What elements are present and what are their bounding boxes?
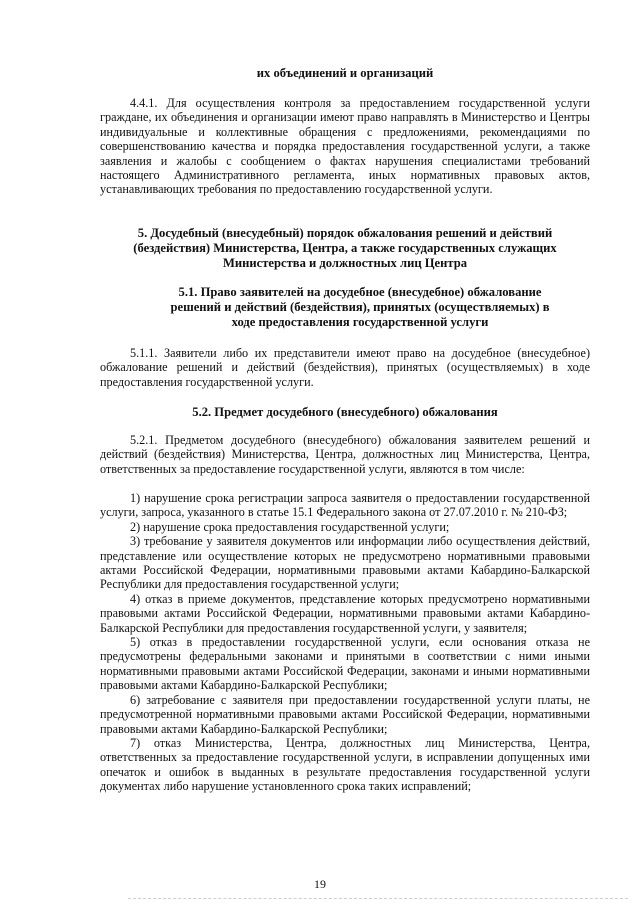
section-5-title: 5. Досудебный (внесудебный) порядок обжалования решений и действий (бездействия) Министерства, Центра, а также государственных служащих Министерства и должностных лиц Центра — [133, 226, 557, 270]
list-item-5: 5) отказ в предоставлении государственной услуги, если основания отказа не предусмотрены федеральными законами и принятыми в соответствии с ними иными нормативными правовыми актами Российской Федерации, законами и иными нормативными правовыми актами Кабардино-Балкарской Республики; — [100, 635, 590, 693]
section-5-heading-block — [100, 226, 590, 271]
list-item-7: 7) отказ Министерства, Центра, должностных лиц Министерства, Центра, ответственных за предоставление государственной услуги, в исправлении допущенных ими опечаток и ошибок в выданных в результате предоставления государственной услуги документах либо нарушение установленного срока таких исправлений; — [100, 735, 590, 794]
paragraph-5-1-1-block — [100, 346, 590, 389]
list-item-4: 4) отказ в приеме документов, представление которых предусмотрено нормативными правовыми актами Российской Федерации, нормативными правовыми актами Кабардино-Балкарской Республики для предоставления государственной услуги, у заявителя; — [100, 591, 590, 635]
paragraph-4-4-1: 4.4.1. Для осуществления контроля за предоставлением государственной услуги граждане, их объединения и организации имеют право направлять в Министерство и Центры индивидуальные и коллективные обращения с предложениями, рекомендациями по совершенствованию качества и порядка предоставления государственной услуги, а также заявления и жалобы с сообщением о фактах нарушения специалистами требований настоящего Административного регламента, иных нормативных правовых актов, устанавливающих требования по предоставлению государственной услуги. — [100, 96, 590, 197]
section-5-2-title: 5.2. Предмет досудебного (внесудебного) обжалования — [192, 405, 498, 419]
section-5-1-heading-block — [160, 285, 560, 330]
list-item-6: 6) затребование с заявителя при предоставлении государственной услуги платы, не предусмотренной нормативными правовыми актами Российской Федерации, нормативными правовыми актами Кабардино-Балкарской Республики; — [100, 692, 590, 736]
list-item-2: 2) нарушение срока предоставления государственной услуги; — [130, 519, 450, 534]
list-item-1: 1) нарушение срока регистрации запроса заявителя о предоставлении государственной услуги, запроса, указанного в статье 15.1 Федерального закона от 27.07.2010 г. № 210-ФЗ; — [100, 491, 590, 520]
list-items — [100, 491, 590, 794]
section-header-fragment — [100, 66, 590, 81]
page-number: 19 — [314, 877, 326, 891]
list-item-3: 3) требование у заявителя документов или информации либо осуществления действий, представление или осуществление которых не предусмотрено нормативными правовыми актами Российской Федерации, нормативными правовыми актами Кабардино-Балкарской Республики для предоставления государственной услуги; — [100, 534, 590, 592]
paragraph-5-2-1: 5.2.1. Предметом досудебного (внесудебного) обжалования заявителем решений и действий (бездействия) Министерства, Центра, должностных лиц Министерства, Центра, ответственных за предоставление государственной услуги, являются в том числе: — [100, 433, 590, 476]
paragraph-5-2-1-block — [100, 433, 590, 476]
header-fragment: их объединений и организаций — [256, 66, 434, 80]
section-5-1-title: 5.1. Право заявителей на досудебное (внесудебное) обжалование решений и действий (бездействия), принятых (осуществляемых) в ходе предоставления государственной услуги — [170, 285, 550, 329]
paragraph-4-4-1-block — [100, 96, 590, 197]
scan-edge-divider — [128, 898, 628, 899]
paragraph-5-1-1: 5.1.1. Заявители либо их представители имеют право на досудебное (внесудебное) обжалование решений и действий (бездействия), принятых (осуществляемых) в ходе предоставления государственной услуги. — [100, 346, 590, 389]
section-5-2-heading-block — [100, 405, 590, 420]
